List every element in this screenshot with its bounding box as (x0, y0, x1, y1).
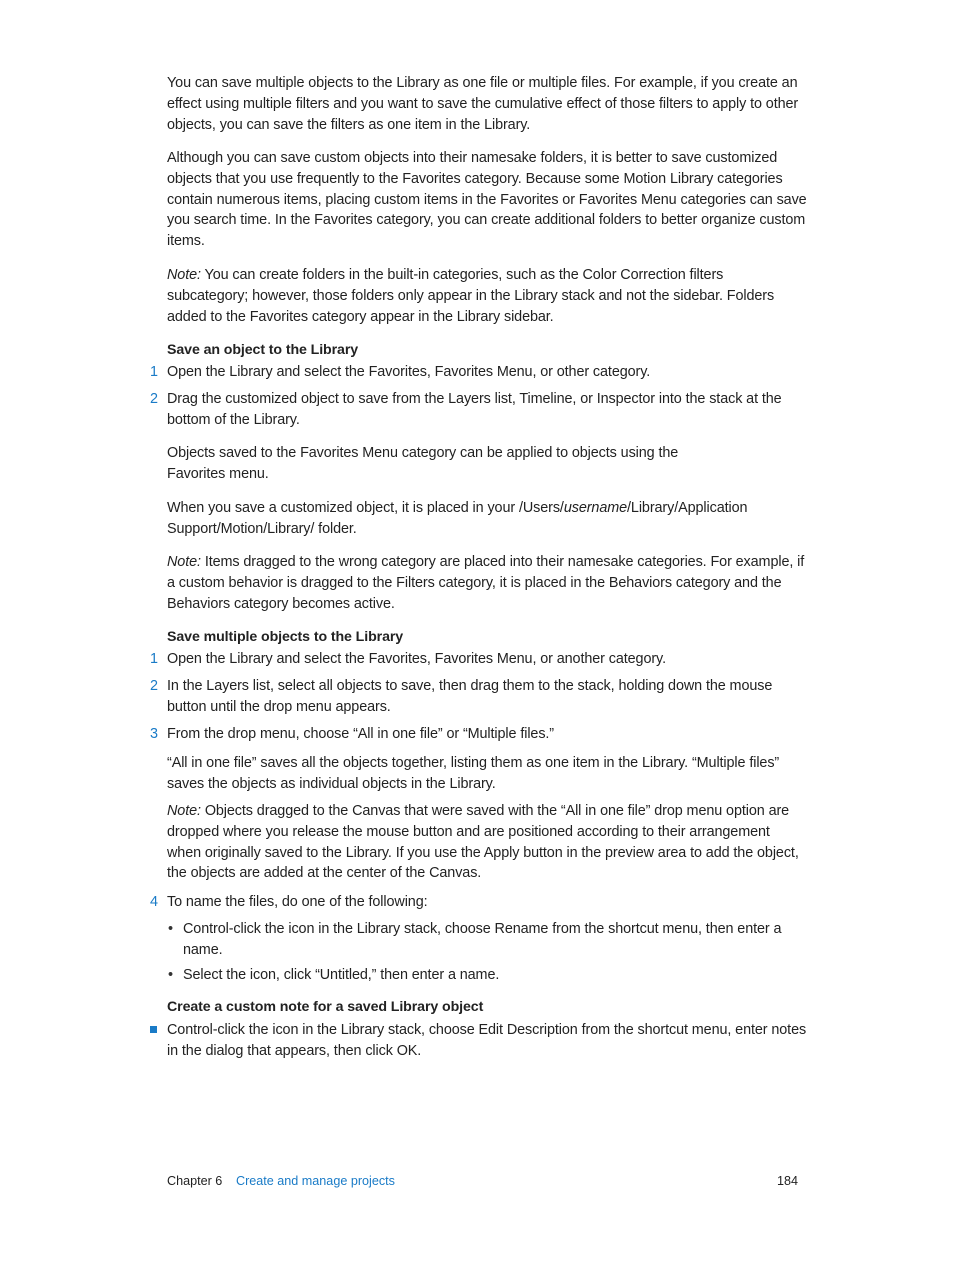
step-followup-paragraph: “All in one file” saves all the objects together, listing them as one item in the Library. “Multiple files” saves the objects as individual objects in the Library. (167, 755, 780, 792)
step-number: 2 (149, 678, 158, 694)
step-number: 1 (149, 651, 158, 667)
step-number: 4 (149, 894, 158, 910)
intro-paragraph: You can save multiple objects to the Library as one file or multiple files. For example, if you create an effect using multiple filters and you want to save the cumulative effect of those filters to apply to other objects, you can save the filters as one item in the Library. (167, 75, 799, 133)
bullet-item: Control-click the icon in the Library stack, choose Rename from the shortcut menu, then enter a name. (183, 921, 782, 958)
save-location-text: When you save a customized object, it is placed in your /Users/ (167, 500, 564, 516)
bullet-glyph: • (168, 967, 174, 983)
square-bullet-icon (150, 1026, 157, 1033)
note-text: Objects dragged to the Canvas that were saved with the “All in one file” drop menu option are dropped where you release the mouse button and are positioned according to their arrangement when originally saved to the Library. If you use the Apply button in the preview area to add the object, the objects are added at the center of the Canvas. (167, 803, 799, 882)
section-heading: Save multiple objects to the Library (167, 629, 404, 645)
note-text: You can create folders in the built-in categories, such as the Color Correction filters subcategory; however, those folders only appear in the Library stack and not the sidebar. Folders added to the Favorites category appear in the Library sidebar. (167, 267, 775, 325)
note-paragraph (167, 265, 807, 327)
note-label: Note: (167, 803, 201, 819)
save-location-text-end: /Library/Application Support/Motion/Library/ folder. (167, 500, 748, 537)
favorites-paragraph: Although you can save custom objects into their namesake folders, it is better to save customized objects that you use frequently to the Favorites category. Because some Motion Library categories contain numerous items, placing custom items in the Favorites or Favorites Menu categories can save you search time. In the Favorites category, you can create additional folders to better organize custom items. (167, 150, 807, 250)
step-number: 1 (149, 364, 158, 380)
step-text: Open the Library and select the Favorites, Favorites Menu, or another category. (167, 651, 666, 667)
page-number: 184 (776, 1174, 798, 1188)
note-paragraph (167, 552, 807, 614)
note-label: Note: (167, 267, 201, 283)
save-location-paragraph (167, 498, 807, 540)
step-number: 2 (149, 391, 158, 407)
step-text: In the Layers list, select all objects to save, then drag them to the stack, holding down the mouse button until the drop menu appears. (167, 678, 773, 715)
note-label: Note: (167, 554, 201, 570)
footer-chapter: Chapter 6 (167, 1174, 223, 1188)
footer-chapter-link[interactable]: Create and manage projects (236, 1174, 395, 1188)
step-text: Drag the customized object to save from the Layers list, Timeline, or Inspector into the stack at the bottom of the Library. (167, 391, 782, 428)
section-heading: Create a custom note for a saved Library object (167, 999, 484, 1015)
username-placeholder: username (563, 500, 628, 516)
step-text: From the drop menu, choose “All in one file” or “Multiple files.” (167, 726, 555, 742)
bullet-item: Select the icon, click “Untitled,” then enter a name. (183, 967, 500, 983)
note-text: Items dragged to the wrong category are placed into their namesake categories. For example, if a custom behavior is dragged to the Filters category, it is placed in the Behaviors category and the Behaviors category becomes active. (167, 554, 805, 612)
section-heading: Save an object to the Library (167, 342, 359, 358)
task-item: Control-click the icon in the Library stack, choose Edit Description from the shortcut menu, enter notes in the dialog that appears, then click OK. (167, 1022, 807, 1059)
step-text: To name the files, do one of the following: (167, 894, 428, 910)
bullet-glyph: • (168, 921, 174, 937)
step-text: Open the Library and select the Favorites, Favorites Menu, or other category. (167, 364, 651, 380)
step-followup-paragraph: Objects saved to the Favorites Menu category can be applied to objects using the Favorites menu. (167, 445, 679, 482)
step-number: 3 (149, 726, 158, 742)
note-paragraph (167, 801, 807, 884)
